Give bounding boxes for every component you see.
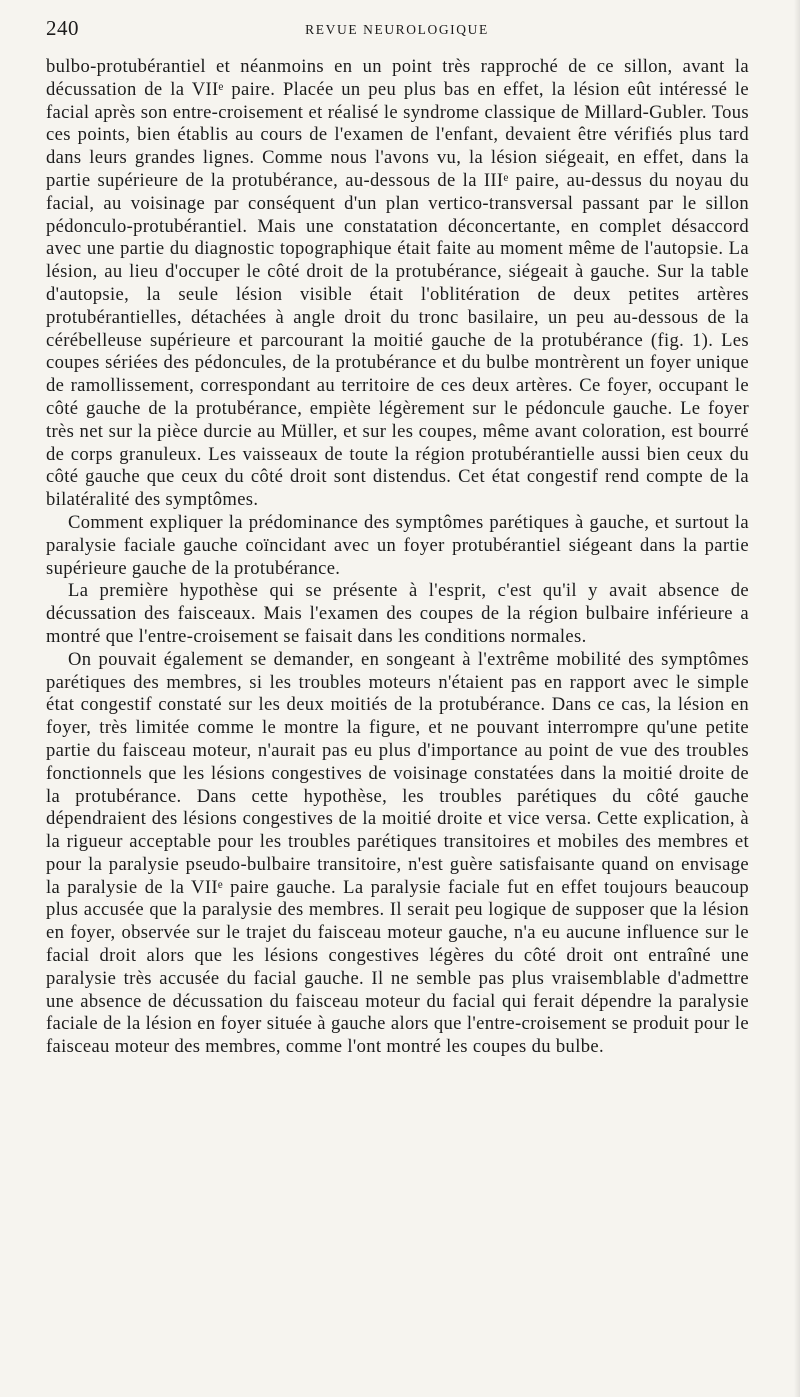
paragraph-2: Comment expliquer la prédominance des symptômes parétiques à gauche, et surtout la paralysie faciale gauche coïncidant avec un foyer protubérantiel siégeant dans la partie supérieure gauche de la protubérance.	[46, 511, 749, 579]
page-number: 240	[46, 16, 79, 40]
page-header	[46, 16, 748, 46]
scan-edge-shadow	[794, 0, 800, 1397]
paragraph-3: La première hypothèse qui se présente à l'esprit, c'est qu'il y avait absence de décussation des faisceaux. Mais l'examen des coupes de la région bulbaire inférieure a montré que l'entre-croisement se faisait dans les conditions normales.	[46, 580, 749, 647]
running-title: REVUE NEUROLOGIQUE	[305, 22, 489, 37]
body-text	[46, 56, 749, 1059]
paragraph-4: On pouvait également se demander, en songeant à l'extrême mobilité des symptômes parétiques des membres, si les troubles moteurs n'étaient pas en rapport avec le simple état congestif constaté sur les deux moitiés de la protubérance. Dans ce cas, la lésion en foyer, très limitée comme le montre la figure, et ne pouvant interrompre qu'une petite partie du faisceau moteur, n'aurait pas eu plus d'importance au point de vue des troubles fonctionnels que les lésions congestives de voisinage constatées dans la moitié droite de la protubérance. Dans cette hypothèse, les troubles parétiques du côté gauche dépendraient des lésions congestives de la moitié droite et vice versa. Cette explication, à la rigueur acceptable pour les troubles parétiques transitoires et mobiles des membres et pour la paralysie pseudo-bulbaire transitoire, n'est guère satisfaisante quand on envisage la paralysie de la VIIᵉ paire gauche. La paralysie faciale fut en effet toujours beaucoup plus accusée que la paralysie des membres. Il serait peu logique de supposer que la lésion en foyer, observée sur le trajet du faisceau moteur gauche, n'a eu aucune influence sur le facial droit alors que les lésions congestives légères du côté droit ont entraîné une paralysie très accusée du facial gauche. Il ne semble pas plus vraisemblable d'admettre une absence de décussation du faisceau moteur du facial qui ferait dépendre la paralysie faciale de la lésion en foyer située à gauche alors que l'entre-croisement se produit pour le faisceau moteur des membres, comme l'ont montré les coupes du bulbe.	[46, 648, 749, 1058]
paragraph-1: bulbo-protubérantiel et néanmoins en un point très rapproché de ce sillon, avant la décussation de la VIIᵉ paire. Placée un peu plus bas en effet, la lésion eût intéressé le facial après son entre-croisement et réalisé le syndrome classique de Millard-Gubler. Tous ces points, bien établis au cours de l'examen de l'enfant, devaient être vérifiés plus tard dans leurs grandes lignes. Comme nous l'avons vu, la lésion siégeait, en effet, dans la partie supérieure de la protubérance, au-dessous de la IIIᵉ paire, au-dessus du noyau du facial, au voisinage par conséquent d'un plan vertico-transversal passant par le sillon pédonculo-protubérantiel. Mais une constatation déconcertante, en complet désaccord avec une partie du diagnostic topographique était faite au moment même de l'autopsie. La lésion, au lieu d'occuper le côté droit de la protubérance, siégeait à gauche. Sur la table d'autopsie, la seule lésion visible était l'oblitération de deux petites artères protubérantielles, détachées à angle droit du tronc basilaire, un peu au-dessous de la cérébelleuse supérieure et parcourant la moitié gauche de la protubérance (fig. 1). Les coupes sériées des pédoncules, de la protubérance et du bulbe montrèrent un foyer unique de ramollissement, correspondant au territoire de ces deux artères. Ce foyer, occupant le côté gauche de la protubérance, empiète légèrement sur le pédoncule gauche. Le foyer très net sur la pièce durcie au Müller, et sur les coupes, même avant coloration, est bourré de corps granuleux. Les vaisseaux de toute la région protubérantielle aussi bien ceux du côté gauche que ceux du côté droit sont distendus. Cet état congestif rend compte de la bilatéralité des symptômes.	[46, 56, 749, 511]
